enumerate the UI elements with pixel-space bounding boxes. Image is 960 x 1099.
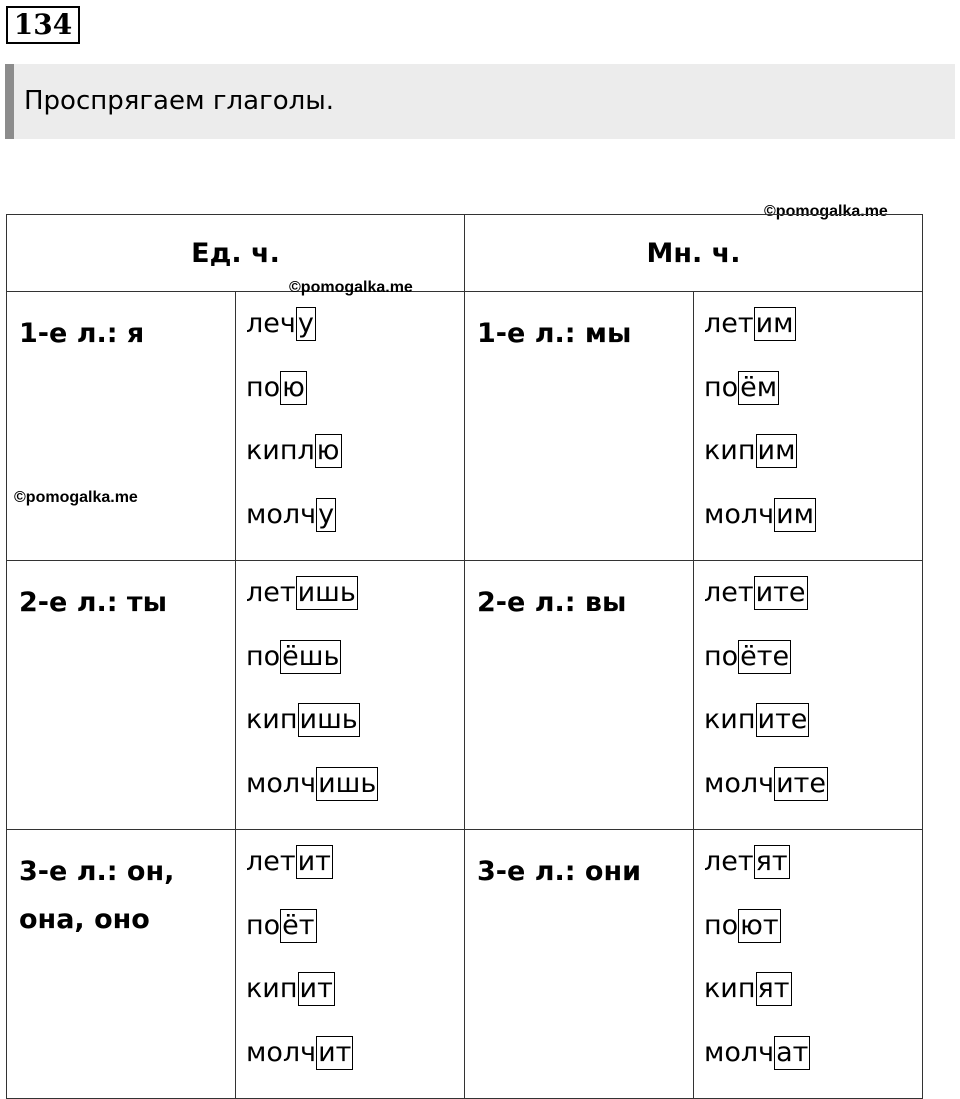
- verb-ending: ит: [299, 973, 333, 1004]
- verb-stem: по: [704, 640, 739, 672]
- verb-ending: ю: [316, 435, 340, 466]
- verb-stem: молч: [246, 767, 317, 799]
- verb-form: [246, 306, 464, 370]
- verb-ending: ите: [757, 704, 808, 735]
- verb-stem: по: [246, 371, 281, 403]
- verb-form: [704, 908, 922, 972]
- verb-ending: ишь: [318, 767, 377, 799]
- watermark: ©pomogalka.me: [14, 489, 138, 506]
- verb-stem: молч: [246, 1036, 317, 1068]
- verb-stem: молч: [704, 767, 775, 799]
- verb-form: [704, 766, 922, 830]
- verb-ending: ит: [318, 1036, 352, 1068]
- verb-stem: лет: [246, 846, 296, 877]
- verb-ending: им: [757, 435, 796, 466]
- singular-forms-cell: [236, 292, 465, 561]
- verb-stem: кип: [246, 973, 298, 1004]
- verb-form: [704, 971, 922, 1035]
- verb-form: [246, 639, 464, 703]
- verb-form: [704, 639, 922, 703]
- verb-stem: кип: [704, 435, 756, 466]
- verb-ending: ите: [755, 577, 806, 608]
- verb-form: [246, 575, 464, 639]
- verb-ending: ём: [740, 371, 778, 403]
- conjugation-table: [6, 214, 923, 1099]
- verb-stem: кип: [704, 973, 756, 1004]
- watermark: ©pomogalka.me: [764, 203, 888, 220]
- verb-ending: ёт: [282, 909, 315, 941]
- verb-stem: лет: [704, 577, 754, 608]
- header-plural: Мн. ч.: [465, 215, 923, 292]
- verb-stem: леч: [246, 308, 296, 339]
- table-header-row: [7, 215, 923, 292]
- verb-stem: лет: [704, 846, 754, 877]
- verb-form: [704, 497, 922, 561]
- verb-stem: молч: [246, 498, 317, 530]
- verb-stem: кип: [704, 704, 756, 735]
- verb-stem: по: [246, 640, 281, 672]
- verb-ending: ят: [757, 973, 790, 1004]
- verb-ending: ишь: [299, 704, 358, 735]
- verb-form: [246, 766, 464, 830]
- singular-person-label: 3-е л.: он, она, оно: [7, 830, 236, 1099]
- verb-ending: им: [776, 498, 815, 530]
- verb-form: [246, 1035, 464, 1099]
- verb-form: [704, 370, 922, 434]
- verb-ending: у: [318, 498, 335, 530]
- verb-ending: ите: [776, 767, 826, 799]
- verb-stem: кипл: [246, 435, 315, 466]
- singular-person-label: 1-е л.: я: [7, 292, 236, 561]
- verb-stem: кип: [246, 704, 298, 735]
- verb-ending: ёшь: [282, 640, 340, 672]
- verb-ending: у: [297, 308, 314, 339]
- verb-stem: по: [704, 371, 739, 403]
- verb-ending: ат: [776, 1036, 809, 1068]
- plural-person-label: 3-е л.: они: [465, 830, 694, 1099]
- verb-ending: им: [755, 308, 794, 339]
- table-row: [7, 830, 923, 1099]
- task-number: 134: [6, 6, 80, 44]
- verb-stem: лет: [704, 308, 754, 339]
- verb-stem: молч: [704, 498, 775, 530]
- verb-stem: молч: [704, 1036, 775, 1068]
- plural-person-label: 1-е л.: мы: [465, 292, 694, 561]
- verb-form: [704, 844, 922, 908]
- verb-stem: по: [246, 909, 281, 941]
- verb-form: [246, 370, 464, 434]
- verb-form: [704, 306, 922, 370]
- table-row: [7, 561, 923, 830]
- plural-forms-cell: [694, 561, 923, 830]
- verb-form: [704, 702, 922, 766]
- verb-form: [704, 575, 922, 639]
- verb-stem: по: [704, 909, 739, 941]
- verb-form: [704, 1035, 922, 1099]
- singular-forms-cell: [236, 561, 465, 830]
- header-singular: Ед. ч.: [7, 215, 465, 292]
- verb-form: [246, 433, 464, 497]
- verb-form: [246, 702, 464, 766]
- verb-ending: ят: [755, 846, 788, 877]
- verb-ending: ю: [282, 371, 305, 403]
- verb-ending: ишь: [297, 577, 356, 608]
- verb-form: [246, 971, 464, 1035]
- verb-form: [246, 908, 464, 972]
- singular-person-label: 2-е л.: ты: [7, 561, 236, 830]
- verb-form: [246, 497, 464, 561]
- verb-ending: ёте: [740, 640, 790, 672]
- plural-person-label: 2-е л.: вы: [465, 561, 694, 830]
- verb-ending: ют: [740, 909, 779, 941]
- plural-forms-cell: [694, 292, 923, 561]
- verb-form: [704, 433, 922, 497]
- verb-stem: лет: [246, 577, 296, 608]
- verb-form: [246, 844, 464, 908]
- table-row: [7, 292, 923, 561]
- plural-forms-cell: [694, 830, 923, 1099]
- watermark: ©pomogalka.me: [289, 279, 413, 296]
- verb-ending: ит: [297, 846, 331, 877]
- singular-forms-cell: [236, 830, 465, 1099]
- task-instruction: Проспрягаем глаголы.: [5, 64, 955, 139]
